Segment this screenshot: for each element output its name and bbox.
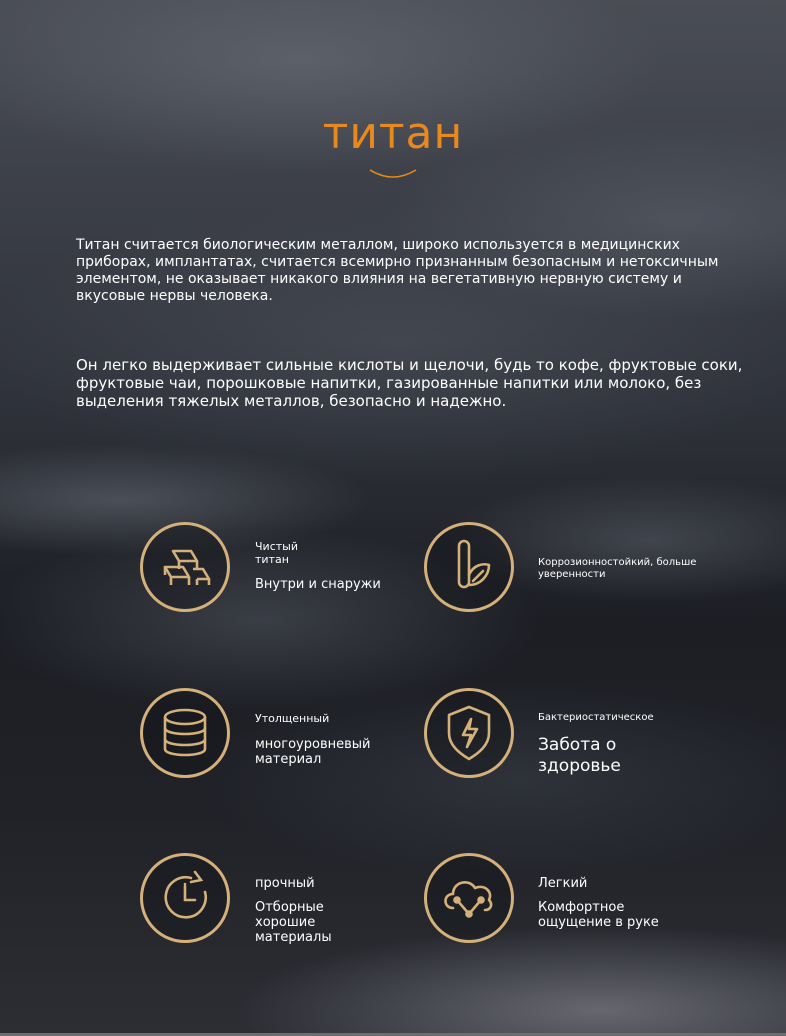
feature-pure-titanium-ring xyxy=(140,522,230,612)
feature-thickened-subtitle: многоуровневый материал xyxy=(255,737,371,767)
clock-refresh-icon xyxy=(143,856,227,940)
feature-corrosion-title: Коррозионностойкий, больше уверенности xyxy=(538,557,697,580)
feature-bacteriostatic-subtitle: Забота о здоровье xyxy=(538,735,621,776)
feature-durable-subtitle: Отборные хорошие материалы xyxy=(255,900,332,945)
title-underline-arc xyxy=(368,164,418,180)
database-layers-icon xyxy=(143,691,227,775)
feature-pure-titanium-subtitle: Внутри и снаружи xyxy=(255,577,381,592)
page-title: титан xyxy=(322,108,464,159)
feature-corrosion-ring xyxy=(424,522,514,612)
feature-pure-titanium-title: Чистый титан xyxy=(255,540,298,566)
feature-light-title: Легкий xyxy=(538,876,588,891)
feature-durable-title: прочный xyxy=(255,876,315,891)
resistance-paragraph: Он легко выдерживает сильные кислоты и щелочи, будь то кофе, фруктовые соки, фруктовые чаи, порошковые напитки, газированные напитки или молоко, без выделения тяжелых металлов, безопасно и надежно. xyxy=(76,356,743,410)
intro-paragraph: Титан считается биологическим металлом, широко используется в медицинских приборах, имплантатах, считается всемирно признанным безопасным и нетоксичным элементом, не оказывает никакого влияния на вегетативную нервную систему и вкусовые нервы человека. xyxy=(76,237,719,304)
feature-thickened-ring xyxy=(140,688,230,778)
feature-light-ring xyxy=(424,853,514,943)
shield-lightning-icon xyxy=(427,691,511,775)
leaf-bottle-icon xyxy=(427,525,511,609)
feature-durable-ring xyxy=(140,853,230,943)
feature-bacteriostatic-ring xyxy=(424,688,514,778)
feature-light-subtitle: Комфортное ощущение в руке xyxy=(538,900,659,930)
feature-bacteriostatic-title: Бактериостатическое xyxy=(538,712,654,723)
cloud-network-icon xyxy=(427,856,511,940)
feature-thickened-title: Утолщенный xyxy=(255,712,330,725)
gold-bars-icon xyxy=(143,525,227,609)
